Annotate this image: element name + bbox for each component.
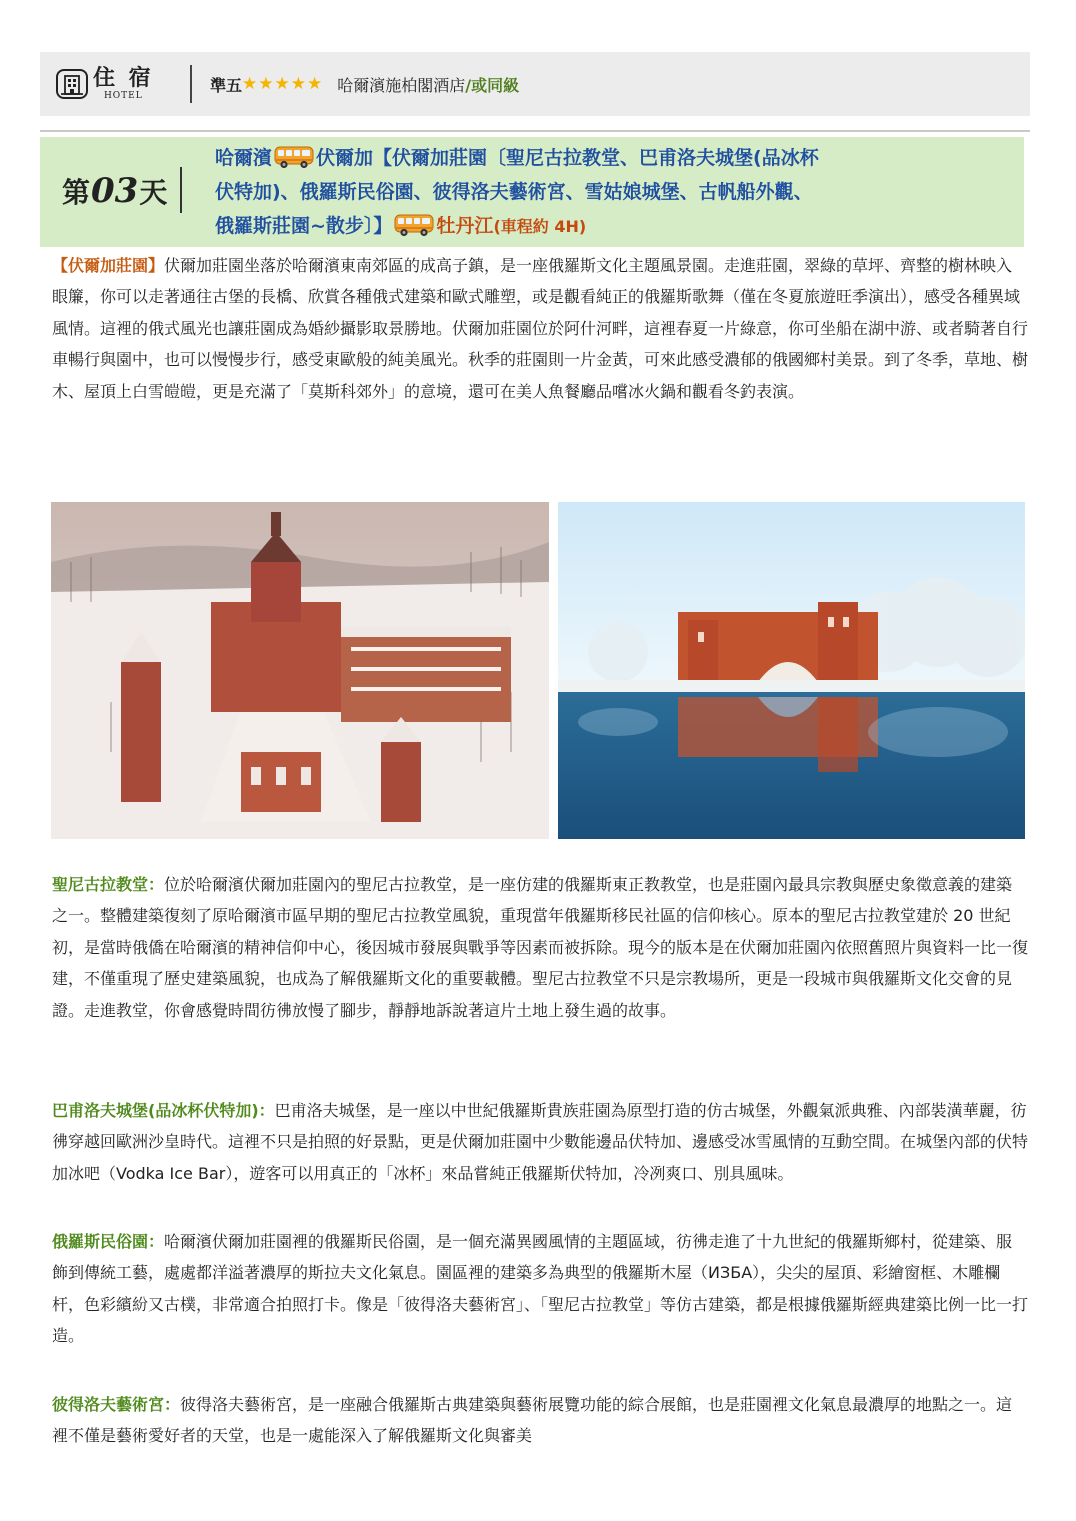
day-suffix: 天 bbox=[139, 176, 168, 209]
section-russian-folk-park bbox=[52, 1226, 1028, 1352]
bus-icon bbox=[394, 213, 434, 237]
intro-body: 伏爾加莊園坐落於哈爾濱東南郊區的成高子鎮，是一座俄羅斯文化主題風景園。走進莊園，翠綠的草坪、齊整的樹林映入眼簾，你可以走著通往古堡的長橋、欣賞各種俄式建築和歐式雕塑，或是觀看純正的俄羅斯歌舞（僅在冬夏旅遊旺季演出），感受各種異域風情。這裡的俄式風光也讓莊園成為婚紗攝影取景勝地。伏爾加莊園位於阿什河畔，這裡春夏一片綠意，你可坐船在湖中游、或者騎著自行車暢行與園中，也可以慢慢步行，感受東歐般的純美風光。秋季的莊園則一片金黃，可來此感受濃郁的俄國鄉村美景。到了冬季，草地、樹木、屋頂上白雪皚皚，更是充滿了「莫斯科郊外」的意境，還可在美人魚餐廳品嚐冰火鍋和觀看冬釣表演。 bbox=[52, 256, 1029, 401]
intro-paragraph bbox=[52, 250, 1028, 407]
hotel-logo-title: 住 宿 bbox=[93, 66, 154, 91]
building-icon bbox=[56, 69, 88, 99]
day-header bbox=[40, 137, 1030, 247]
photo-castle-lake-reflection bbox=[558, 502, 1025, 839]
hotel-alternative: /或同級 bbox=[465, 75, 520, 95]
section-st-nicholas-church bbox=[52, 869, 1028, 1026]
route-line-1: 伏爾加【伏爾加莊園〔聖尼古拉教堂、巴甫洛夫城堡(品冰杯 bbox=[316, 147, 819, 169]
section-petrov-art-palace bbox=[52, 1389, 1028, 1452]
day-prefix: 第 bbox=[62, 176, 91, 209]
section-body: 彼得洛夫藝術宮，是一座融合俄羅斯古典建築與藝術展覽功能的綜合展館，也是莊園裡文化氣息最濃厚的地點之一。這裡不僅是藝術愛好者的天堂，也是一處能深入了解俄羅斯文化與審美 bbox=[52, 1395, 1013, 1446]
section-divider bbox=[40, 130, 1030, 132]
hotel-logo bbox=[56, 67, 176, 101]
hotel-grade: 準五 bbox=[210, 75, 243, 95]
route-line-3: 俄羅斯莊園~散步〕】 bbox=[215, 215, 393, 237]
route-title bbox=[215, 141, 1025, 244]
star-rating: ★★★★★ bbox=[242, 74, 324, 94]
day-label bbox=[62, 171, 167, 211]
photo-manor-castle-aerial bbox=[51, 502, 549, 839]
route-line-2: 伏特加)、俄羅斯民俗園、彼得洛夫藝術宮、雪姑娘城堡、古帆船外觀、 bbox=[215, 181, 813, 203]
hotel-logo-subtitle: HOTEL bbox=[103, 91, 143, 101]
section-body: 哈爾濱伏爾加莊園裡的俄羅斯民俗園，是一個充滿異國風情的主題區域，彷彿走進了十九世紀的俄羅斯鄉村，從建築、服飾到傳統工藝，處處都洋溢著濃厚的斯拉夫文化氣息。園區裡的建築多為典型的俄羅斯木屋（ИЗБА），尖尖的屋頂、彩繪窗框、木雕欄杆，色彩繽紛又古樸，非常適合拍照打卡。像是「彼得洛夫藝術宮」、「聖尼古拉教堂」等仿古建築，都是根據俄羅斯經典建築比例一比一打造。 bbox=[52, 1232, 1029, 1346]
intro-title: 【伏爾加莊園】 bbox=[52, 256, 165, 275]
section-title: 巴甫洛夫城堡(品冰杯伏特加)： bbox=[52, 1101, 275, 1120]
divider bbox=[190, 65, 192, 103]
section-body: 巴甫洛夫城堡，是一座以中世紀俄羅斯貴族莊園為原型打造的仿古城堡，外觀氣派典雅、內部裝潢華麗，彷彿穿越回歐洲沙皇時代。這裡不只是拍照的好景點，更是伏爾加莊園中少數能邊品伏特加、邊感受冰雪風情的互動空間。在城堡內部的伏特加冰吧（Vodka Ice Bar），遊客可以用真正的「冰杯」來品嘗純正俄羅斯伏特加，冷冽爽口、別具風味。 bbox=[52, 1101, 1029, 1183]
hotel-bar bbox=[40, 52, 1030, 116]
section-body: 位於哈爾濱伏爾加莊園內的聖尼古拉教堂，是一座仿建的俄羅斯東正教教堂，也是莊園內最具宗教與歷史象徵意義的建築之一。整體建築復刻了原哈爾濱市區早期的聖尼古拉教堂風貌，重現當年俄羅斯移民社區的信仰核心。原本的聖尼古拉教堂建於 20 世紀初，是當時俄僑在哈爾濱的精神信仰中心，後因城市發展與戰爭等因素而被拆除。現今的版本是在伏爾加莊園內依照舊照片與資料一比一復建，不僅重現了歷史建築風貌，也成為了解俄羅斯文化的重要載體。聖尼古拉教堂不只是宗教場所，更是一段城市與俄羅斯文化交會的見證。走進教堂，你會感覺時間彷彿放慢了腳步，靜靜地訴說著這片土地上發生過的故事。 bbox=[52, 875, 1029, 1020]
hotel-name: 哈爾濱施柏閣酒店 bbox=[337, 75, 466, 95]
section-pavlov-castle bbox=[52, 1095, 1028, 1189]
section-title: 俄羅斯民俗園： bbox=[52, 1232, 165, 1251]
section-title: 彼得洛夫藝術宮： bbox=[52, 1395, 181, 1414]
route-drive-time: (車程約 4H) bbox=[493, 217, 587, 236]
route-destination: 牡丹江 bbox=[436, 215, 494, 237]
divider bbox=[180, 167, 182, 213]
section-title: 聖尼古拉教堂： bbox=[52, 875, 165, 894]
bus-icon bbox=[274, 145, 314, 169]
day-number: 03 bbox=[91, 171, 139, 211]
route-start: 哈爾濱 bbox=[215, 147, 273, 169]
